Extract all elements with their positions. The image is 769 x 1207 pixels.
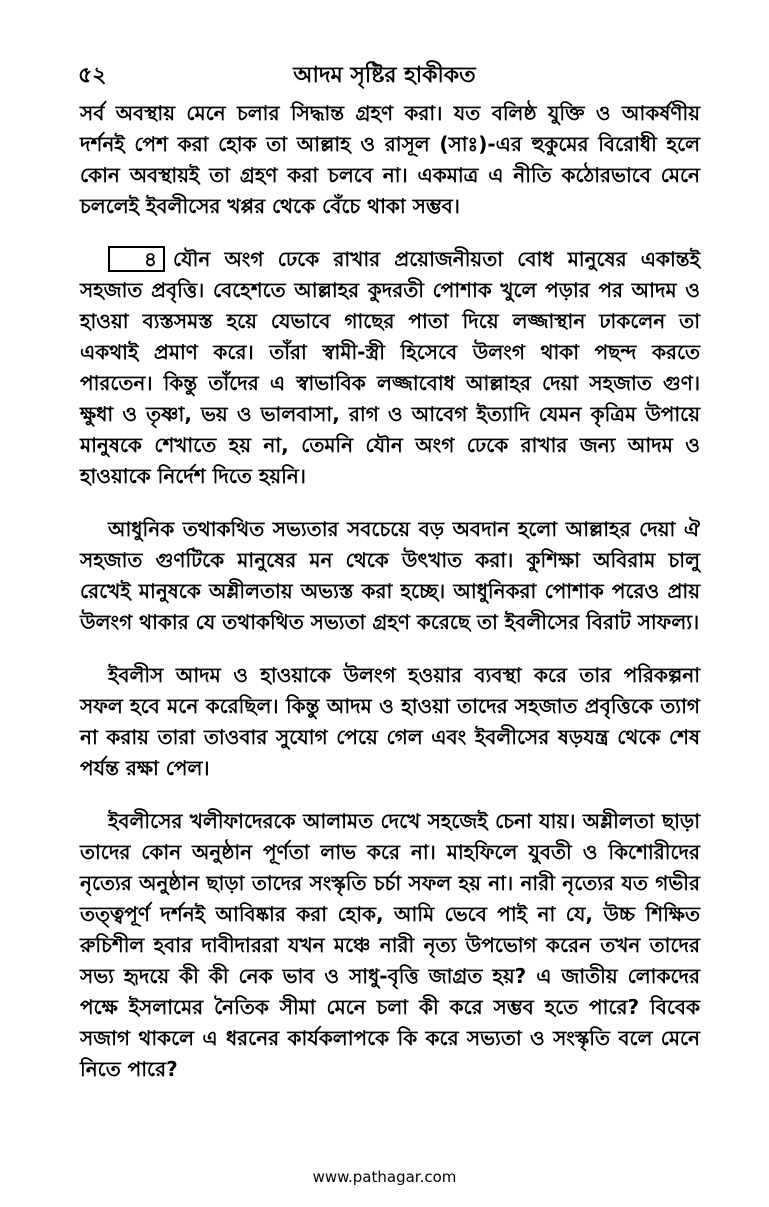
paragraph-2 [80,244,700,492]
page-number: ৫২ [78,63,107,88]
running-head-title: আদম সৃষ্টির হাকীকত [293,63,476,88]
page-body [80,98,700,1085]
paragraph-4: ইবলীস আদম ও হাওয়াকে উলংগ হওয়ার ব্যবস্থা করে তার পরিকল্পনা সফল হবে মনে করেছিল। কিন্তু আদম ও হাওয়া তাদের সহজাত প্রবৃত্তিকে ত্যাগ না করায় তারা তাওবার সুযোগ পেয়ে গেল এবং ইবলীসের ষড়যন্ত্র থেকে শেষ পর্যন্ত রক্ষা পেল। [80,663,700,780]
paragraph-1: সর্ব অবস্থায় মেনে চলার সিদ্ধান্ত গ্রহণ করা। যত বলিষ্ঠ যুক্তি ও আকর্ষণীয় দর্শনই পেশ করা হোক তা আল্লাহ ও রাসূল (সাঃ)-এর হুকুমের বিরোধী হলে কোন অবস্থায়ই তা গ্রহণ করা চলবে না। একমাত্র এ নীতি কঠোরভাবে মেনে চললেই ইবলীসের খপ্পর থেকে বেঁচে থাকা সম্ভব। [80,101,700,218]
paragraph-5: ইবলীসের খলীফাদেরকে আলামত দেখে সহজেই চেনা যায়। অশ্লীলতা ছাড়া তাদের কোন অনুষ্ঠান পূর্ণতা লাভ করে না। মাহফিলে যুবতী ও কিশোরীদের নৃত্যের অনুষ্ঠান ছাড়া তাদের সংস্কৃতি চর্চা সফল হয় না। নারী নৃত্যের যত গভীর তত্ত্বপূর্ণ দর্শনই আবিষ্কার করা হোক, আমি ভেবে পাই না যে, উচ্চ শিক্ষিত রুচিশীল হবার দাবীদাররা যখন মঞ্চে নারী নৃত্য উপভোগ করেন তখন তাদের সভ্য হৃদয়ে কী কী নেক ভাব ও সাধু-বৃত্তি জাগ্রত হয়? এ জাতীয় লোকদের পক্ষে ইসলামের নৈতিক সীমা মেনে চলা কী করে সম্ভব হতে পারে? বিবেক সজাগ থাকলে এ ধরনের কার্যকলাপকে কি করে সভ্যতা ও সংস্কৃতি বলে মেনে নিতে পারে? [80,809,700,1081]
paragraph-3: আধুনিক তথাকথিত সভ্যতার সবচেয়ে বড় অবদান হলো আল্লাহর দেয়া ঐ সহজাত গুণটিকে মানুষের মন থেকে উৎখাত করা। কুশিক্ষা অবিরাম চালু রেখেই মানুষকে অশ্লীলতায় অভ্যস্ত করা হচ্ছে। আধুনিকরা পোশাক পরেও প্রায় উলংগ থাকার যে তথাকথিত সভ্যতা গ্রহণ করেছে তা ইবলীসের বিরাট সাফল্য। [80,517,700,634]
point-number-box: ৪ [108,246,165,272]
footer-website: www.pathagar.com [312,1168,457,1186]
paragraph-2-text: যৌন অংগ ঢেকে রাখার প্রয়োজনীয়তা বোধ মানুষের একান্তই সহজাত প্রবৃত্তি। বেহেশতে আল্লাহর কুদরতী পোশাক খুলে পড়ার পর আদম ও হাওয়া ব্যস্তসমস্ত হয়ে যেভাবে গাছের পাতা দিয়ে লজ্জাস্থান ঢাকলেন তা একথাই প্রমাণ করে। তাঁরা স্বামী-স্ত্রী হিসেবে উলংগ থাকা পছন্দ করতে পারতেন। কিন্তু তাঁদের এ স্বাভাবিক লজ্জাবোধ আল্লাহর দেয়া সহজাত গুণ। ক্ষুধা ও তৃষ্ণা, ভয় ও ভালবাসা, রাগ ও আবেগ ইত্যাদি যেমন কৃত্রিম উপায়ে মানুষকে শেখাতে হয় না, তেমনি যৌন অংগ ঢেকে রাখার জন্য আদম ও হাওয়াকে নির্দেশ দিতে হয়নি। [80,247,700,488]
